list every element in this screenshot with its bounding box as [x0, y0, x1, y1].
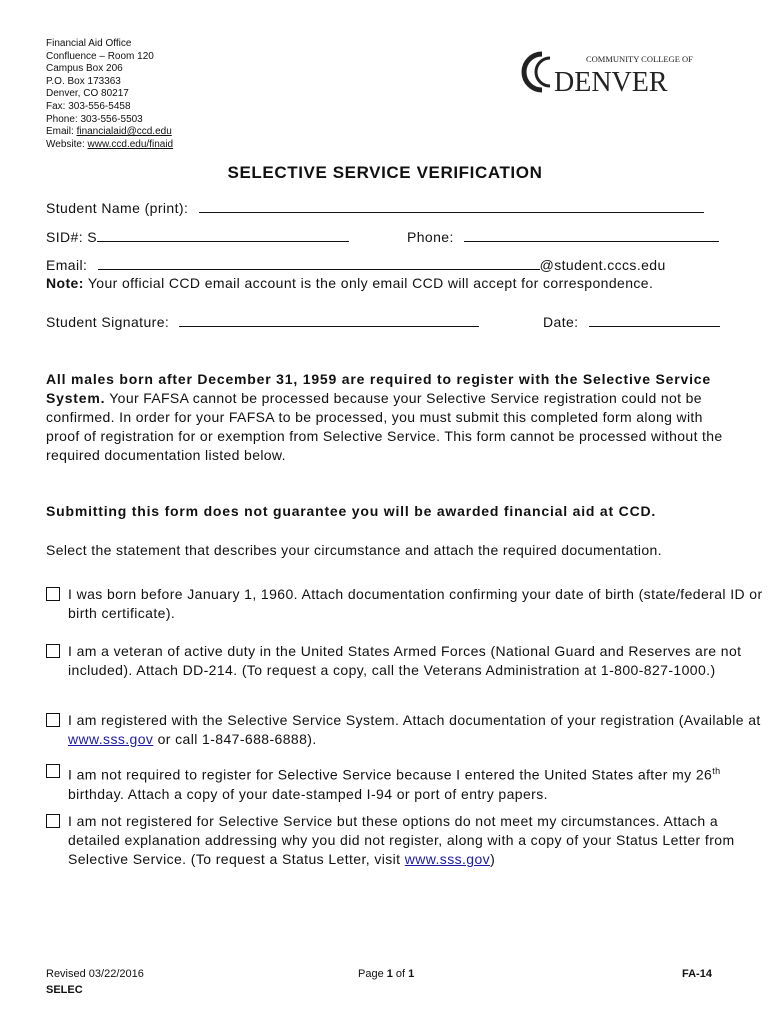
- office-email-label: Email:: [46, 126, 77, 138]
- intro-paragraph: [46, 370, 736, 465]
- option-text: [68, 812, 766, 869]
- sid-label: SID#: S: [46, 229, 98, 245]
- signature-input[interactable]: [179, 313, 479, 327]
- page-mid: of: [392, 968, 409, 980]
- student-name-input[interactable]: [199, 199, 704, 213]
- logo-top-text: COMMUNITY COLLEGE OF: [586, 54, 693, 64]
- office-line: Confluence – Room 120: [46, 50, 154, 62]
- student-name-row: [46, 199, 704, 216]
- checkbox-veteran[interactable]: [46, 644, 60, 658]
- sid-row: [46, 228, 349, 245]
- phone-input[interactable]: [464, 228, 719, 242]
- email-input[interactable]: [98, 256, 540, 270]
- sid-input[interactable]: [97, 228, 349, 242]
- footer-revised: Revised 03/22/2016: [46, 968, 144, 980]
- page-num: 1: [386, 968, 393, 980]
- logo-main-text: DENVER: [554, 67, 668, 94]
- option-registered: [46, 711, 766, 749]
- office-line: Phone: 303-556-5503: [46, 113, 143, 125]
- checkbox-not-required[interactable]: [46, 764, 60, 778]
- option-text-post: or call 1-847-688-6888).: [153, 731, 317, 747]
- checkbox-registered[interactable]: [46, 713, 60, 727]
- option-text-pre: I am not registered for Selective Service but these options do not meet my circumstances. Attach a detailed explanation addressing why you did not register, along with a copy of your Status Letter from Selective Service. (To request a Status Letter, visit: [68, 813, 735, 867]
- office-line: Fax: 303-556-5458: [46, 100, 131, 112]
- office-email-link[interactable]: financialaid@ccd.edu: [76, 126, 172, 138]
- option-not-required: [46, 762, 766, 804]
- sss-link[interactable]: www.sss.gov: [68, 731, 154, 747]
- option-text-pre: I am not required to register for Selective Service because I entered the United States after my 26: [68, 766, 713, 783]
- page-pre: Page: [358, 968, 387, 980]
- office-line: Campus Box 206: [46, 63, 123, 75]
- signature-row: [46, 313, 479, 330]
- option-not-registered: [46, 812, 766, 869]
- option-text-sup: th: [712, 766, 721, 776]
- option-text: I was born before January 1, 1960. Attach documentation confirming your date of birth (state/federal ID or birth certificate).: [68, 586, 763, 621]
- student-name-label: Student Name (print):: [46, 200, 189, 216]
- logo-arc-outer: [524, 54, 542, 90]
- option-text-post: ): [490, 851, 496, 867]
- date-label: Date:: [543, 314, 579, 330]
- footer-page: [358, 968, 414, 980]
- checkbox-born-before-1960[interactable]: [46, 587, 60, 601]
- option-text: I am a veteran of active duty in the United States Armed Forces (National Guard and Reserves are not included). Attach DD-214. (To request a copy, call the Veterans Administration at 1-800-827-1000.): [68, 643, 742, 678]
- note-row: [46, 275, 653, 291]
- phone-label: Phone:: [407, 229, 454, 245]
- option-text-post: birthday. Attach a copy of your date-stamped I-94 or port of entry papers.: [68, 785, 548, 802]
- form-title: SELECTIVE SERVICE VERIFICATION: [227, 163, 543, 182]
- signature-label: Student Signature:: [46, 314, 170, 330]
- office-line: P.O. Box 173363: [46, 75, 121, 87]
- logo-arc-inner: [536, 58, 550, 86]
- note-label: Note:: [46, 275, 84, 291]
- phone-row: [407, 228, 719, 245]
- date-input[interactable]: [589, 313, 720, 327]
- intro-text: Your FAFSA cannot be processed because your Selective Service registration could not be confirmed. In order for your FAFSA to be processed, you must submit this completed form along with proof of registration for or exemption from Selective Service. This form cannot be processed without the required documentation listed below.: [46, 390, 723, 463]
- office-email-line: [46, 126, 173, 139]
- intro-bold: All males born after December 31, 1959 are required to register with the Selective Service System.: [46, 371, 711, 406]
- office-line: Denver, CO 80217: [46, 88, 129, 100]
- email-row: [46, 256, 666, 273]
- guarantee-text: Submitting this form does not guarantee you will be awarded financial aid at CCD.: [46, 503, 657, 519]
- option-text-pre: I am registered with the Selective Service System. Attach documentation of your registration (Available at: [68, 712, 761, 728]
- option-born-before-1960: [46, 585, 766, 623]
- office-website-line: [46, 139, 173, 152]
- option-text: [68, 762, 766, 804]
- footer-code: SELEC: [46, 984, 83, 996]
- date-row: [543, 313, 720, 330]
- guarantee-paragraph: [46, 502, 736, 521]
- office-contact-block: [46, 38, 173, 151]
- office-website-link[interactable]: www.ccd.edu/finaid: [87, 138, 174, 150]
- office-line: Financial Aid Office: [46, 38, 132, 49]
- select-statement: Select the statement that describes your circumstance and attach the required documentation.: [46, 542, 662, 558]
- option-text: [68, 711, 766, 749]
- page-total: 1: [408, 968, 415, 980]
- note-text: Your official CCD email account is the only email CCD will accept for correspondence.: [83, 275, 654, 291]
- option-veteran: [46, 642, 766, 680]
- ccd-logo: [520, 50, 720, 94]
- sss-link[interactable]: www.sss.gov: [404, 851, 491, 867]
- office-website-label: Website:: [46, 138, 88, 150]
- checkbox-not-registered[interactable]: [46, 814, 60, 828]
- footer-form-id: FA-14: [682, 968, 712, 980]
- email-label: Email:: [46, 257, 88, 273]
- email-suffix: @student.cccs.edu: [539, 257, 666, 273]
